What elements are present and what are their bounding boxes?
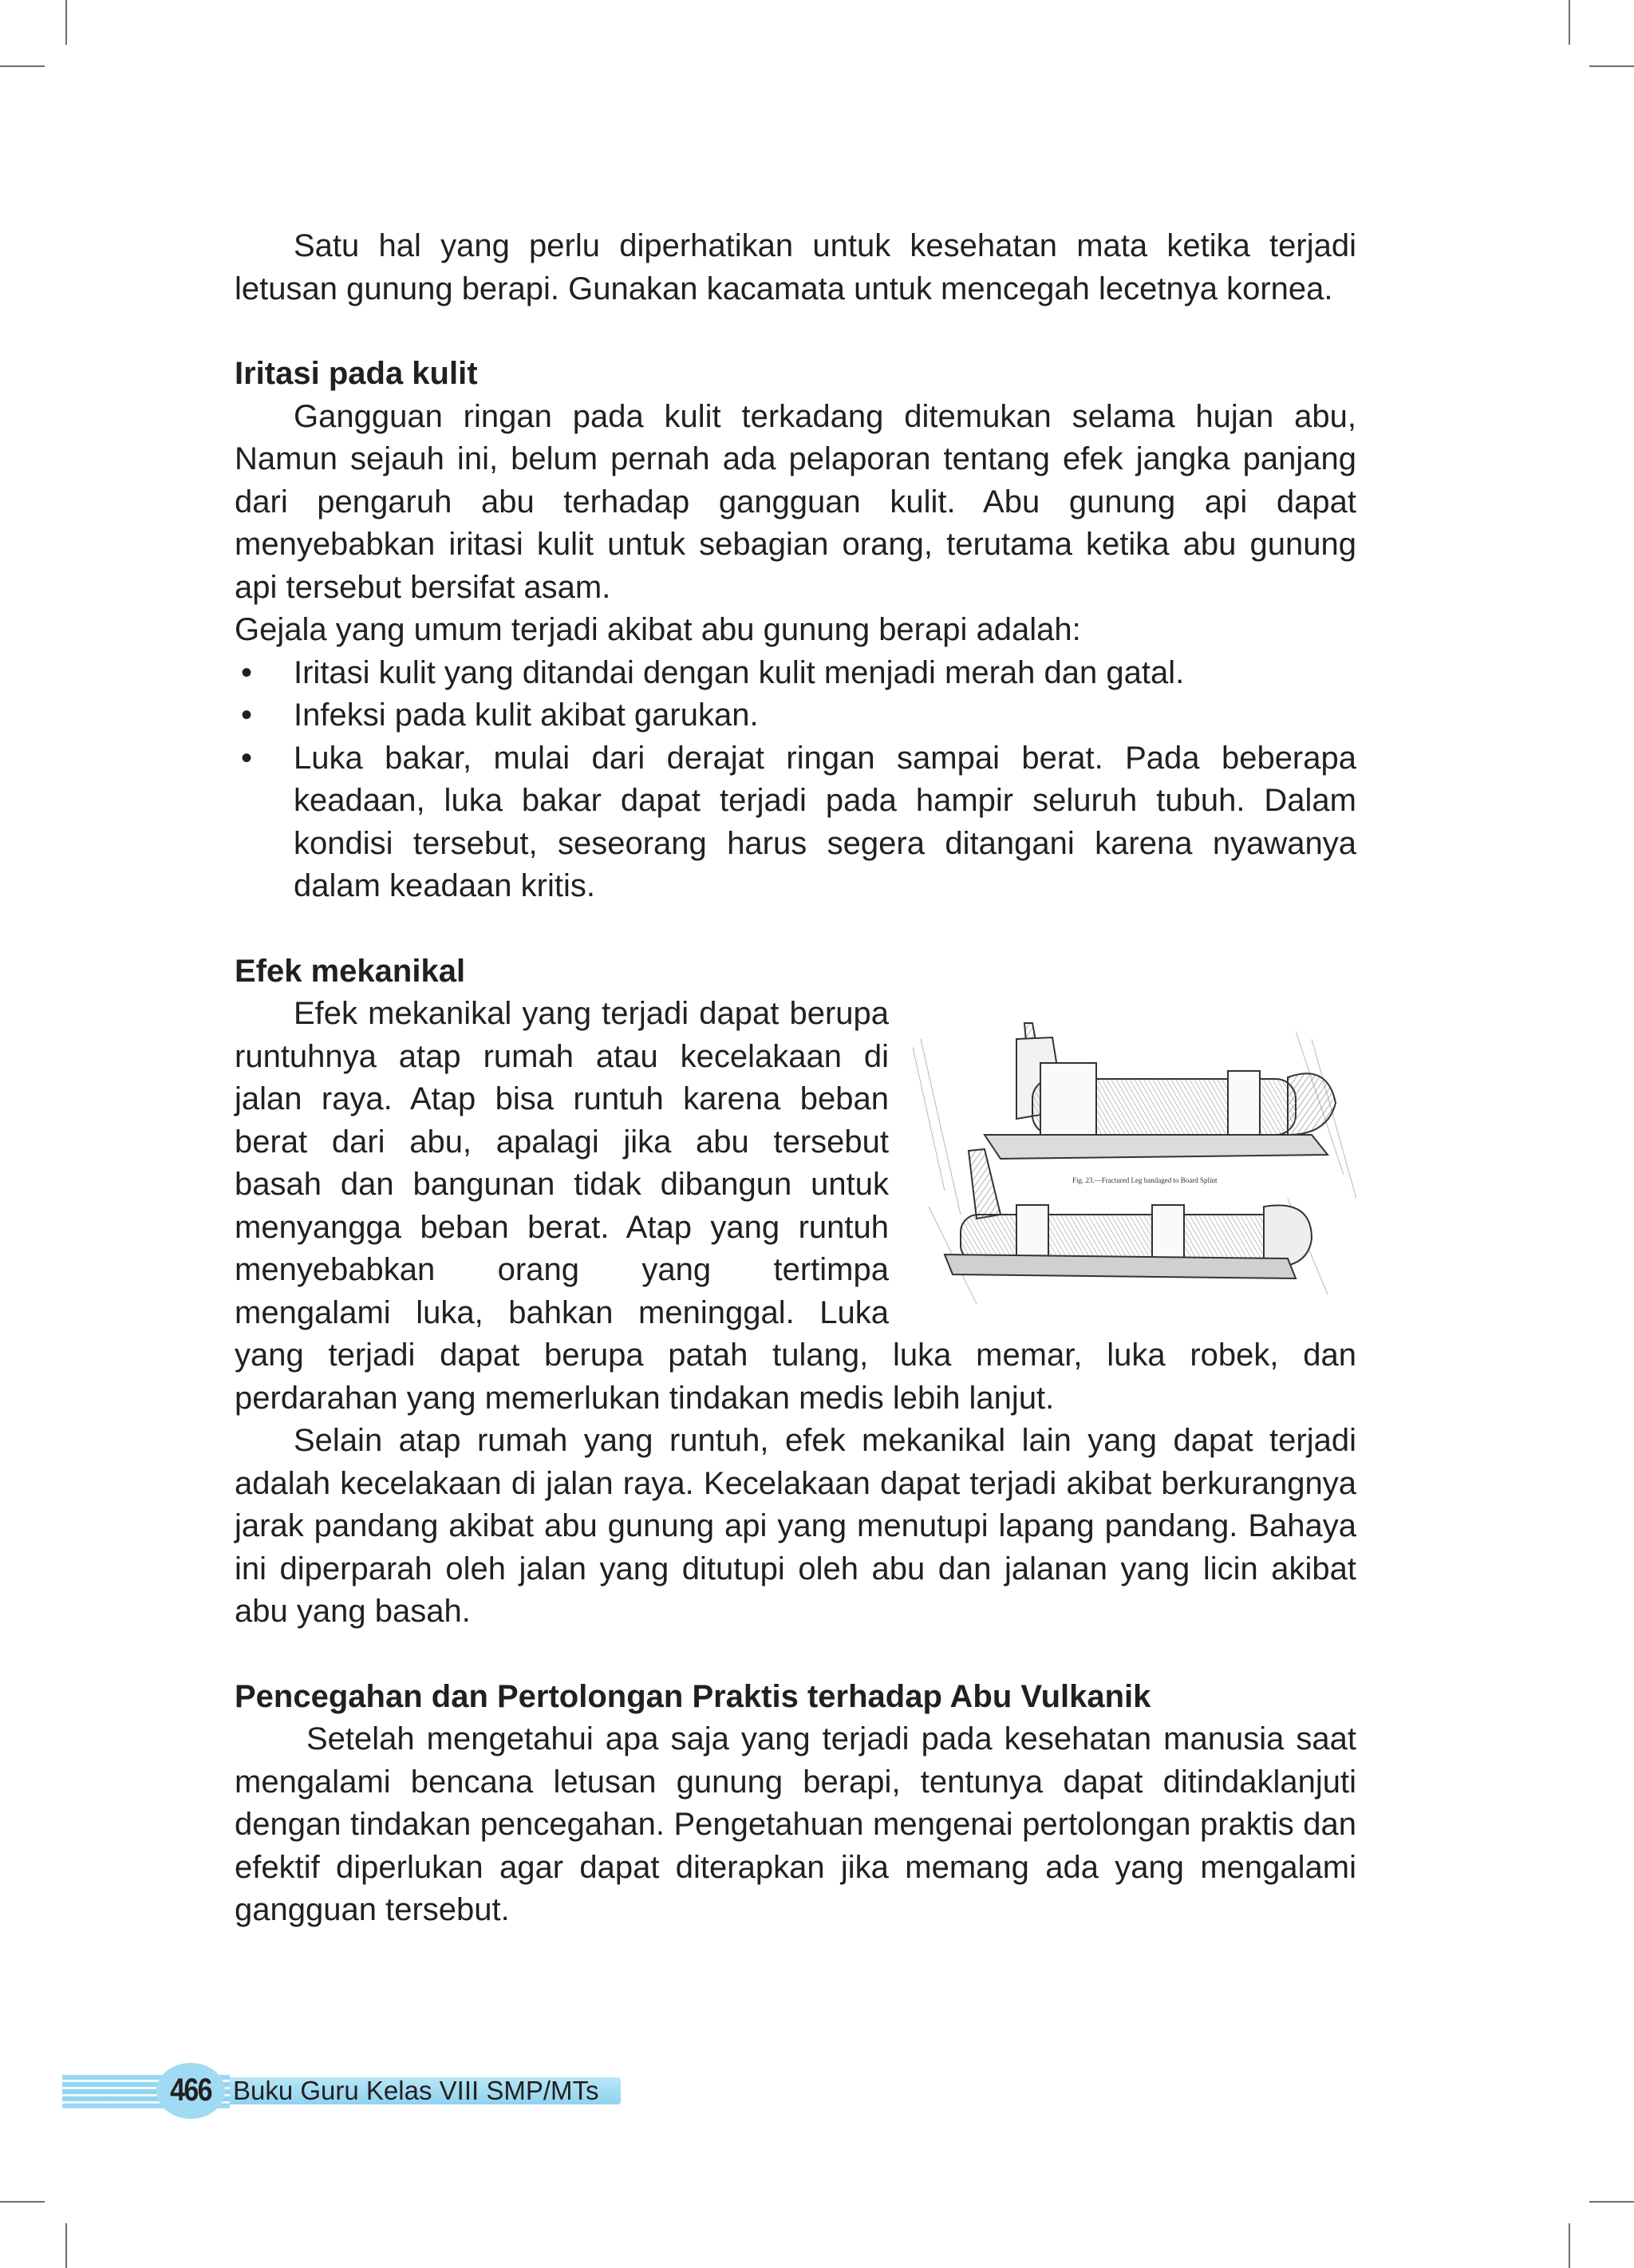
crop-mark [1589,65,1634,67]
heading-iritasi: Iritasi pada kulit [235,356,478,391]
page-number: 466 [170,2072,211,2108]
splint-drawing [913,1015,1356,1304]
list-item: • Luka bakar, mulai dari derajat ringan sampai berat. Pada beberapa keadaan, luka bakar dapat terjadi pada hampir seluruh tubuh. Dalam kondisi tersebut, seseorang harus segera ditangani karena nyawanya dalam keadaan kritis. [235,737,1356,908]
figure-caption: Fig. 23.—Fractured Leg bandaged to Board Splint [1072,1176,1218,1184]
book-title: Buku Guru Kelas VIII SMP/MTs [233,2076,599,2105]
pencegahan-paragraph: Setelah mengetahui apa saja yang terjadi pada kesehatan manusia saat mengalami bencana letusan gunung berapi, tentunya dapat ditindaklanjuti dengan tindakan pencegahan. Pengetahuan mengenai pertolongan praktis dan efektif diperlukan agar dapat diterapkan jika memang ada yang mengalami gangguan tersebut. [235,1721,1356,1927]
leg-splint-illustration [913,1015,1356,1304]
page-footer [62,2063,621,2119]
iritasi-lead: Gejala yang umum terjadi akibat abu gunung berapi adalah: [235,612,1081,647]
lower-leg [945,1149,1312,1278]
iritasi-paragraph: Gangguan ringan pada kulit terkadang ditemukan selama hujan abu, Namun sejauh ini, belum pernah ada pelaporan tentang efek jangka panjang dari pengaruh abu terhadap gangguan kulit. Abu gunung api dapat menyebabkan iritasi kulit untuk sebagian orang, terutama ketika abu gunung api tersebut bersifat asam. [235,398,1356,605]
crop-mark [1569,2223,1570,2268]
bullet-icon: • [241,740,253,776]
heading-pencegahan: Pencegahan dan Pertolongan Praktis terhadap Abu Vulkanik [235,1678,1151,1714]
page-body [235,225,1356,1932]
heading-efek-mekanikal: Efek mekanikal [235,953,466,989]
crop-mark [0,65,45,67]
upper-leg [985,1023,1336,1159]
efek-paragraph-2: Selain atap rumah yang runtuh, efek mekanikal lain yang dapat terjadi adalah kecelakaan di jalan raya. Kecelakaan dapat terjadi akibat berkurangnya jarak pandang akibat abu gunung api yang menutupi lapang pandang. Bahaya ini diperparah oleh jalan yang ditutupi oleh abu dan jalanan yang licin akibat abu yang basah. [235,1423,1356,1629]
bullet-icon: • [241,654,253,690]
intro-paragraph: Satu hal yang perlu diperhatikan untuk kesehatan mata ketika terjadi letusan gunung berapi. Gunakan kacamata untuk mencegah lecetnya kornea. [235,228,1356,306]
list-item: • Infeksi pada kulit akibat garukan. [235,694,1356,737]
list-item: • Iritasi kulit yang ditandai dengan kulit menjadi merah dan gatal. [235,652,1356,695]
efek-paragraph-1: Efek mekanikal yang terjadi dapat berupa runtuhnya atap rumah atau kecelakaan di jalan raya. Atap bisa runtuh karena beban berat dari abu, apalagi jika abu tersebut basah dan bangunan tidak dibangun untuk menyangga beban berat. Atap yang runtuh menyebabkan orang yang tertimpa mengalami luka, bahkan meninggal. Luka yang terjadi dapat berupa patah tulang, luka memar, luka robek, dan perdarahan yang memerlukan tindakan medis lebih lanjut. [235,996,1356,1416]
crop-mark [1569,0,1570,45]
crop-mark [65,2223,67,2268]
bullet-icon: • [241,697,253,733]
symptom-list [235,652,1356,908]
crop-mark [65,0,67,45]
crop-mark [1589,2201,1634,2203]
crop-mark [0,2201,45,2203]
